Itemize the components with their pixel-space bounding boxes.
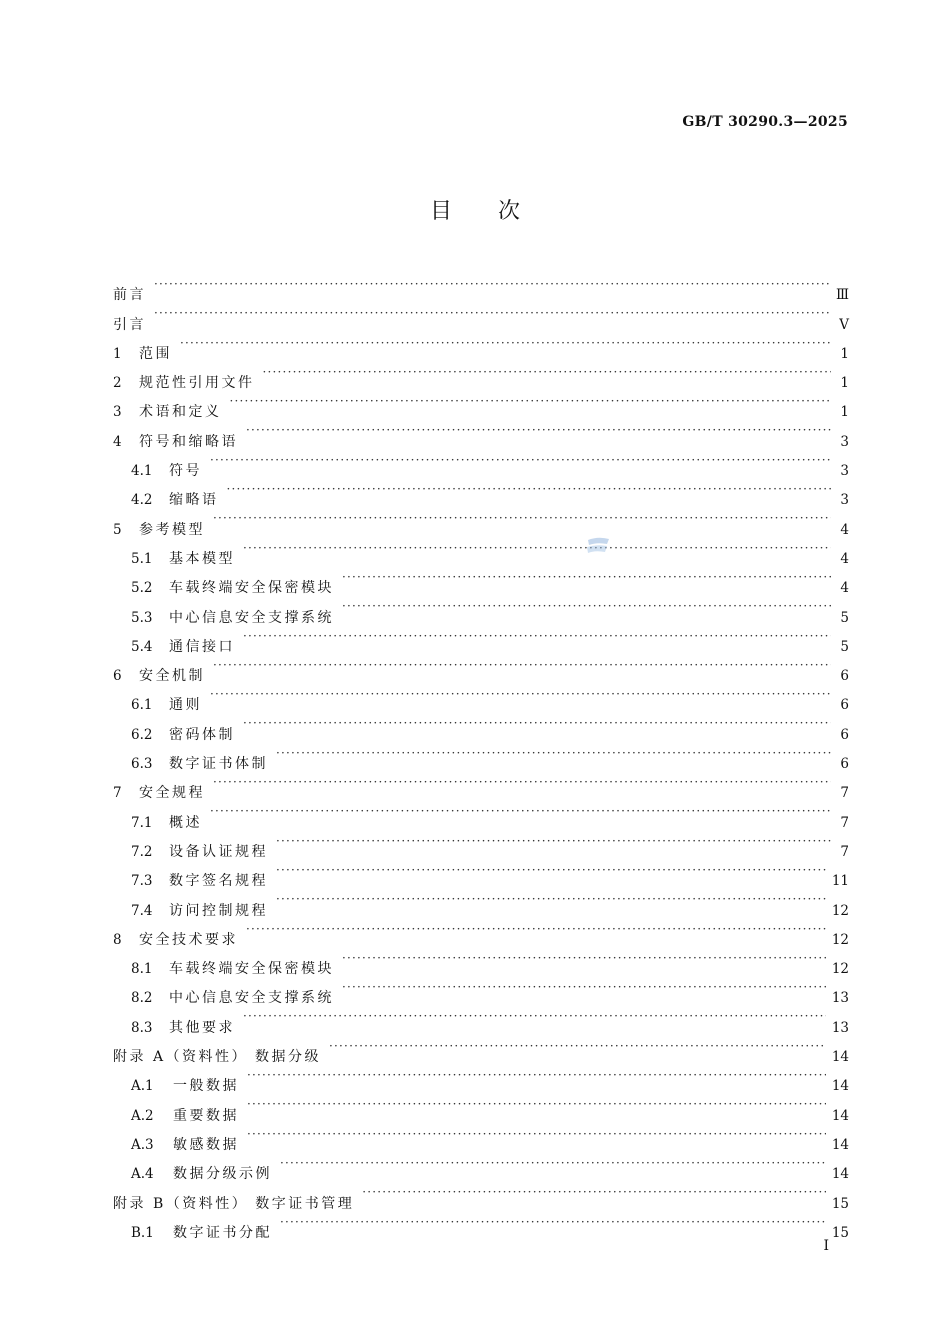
toc-entry-page: 5 [840, 638, 849, 655]
toc-entry-page: 14 [831, 1078, 849, 1095]
toc-entry[interactable] [113, 797, 849, 831]
toc-entry-page: 11 [831, 873, 849, 890]
toc-entry-label: 车载终端安全保密模块 [169, 961, 334, 978]
dot-leader [342, 973, 826, 1002]
toc-entry-number: 5.4 [131, 638, 153, 655]
toc-entry[interactable] [113, 709, 849, 743]
toc-entry-number: 6.2 [131, 726, 153, 743]
toc-entry-page: 3 [840, 433, 849, 450]
toc-entry-page: 7 [840, 785, 849, 802]
page-number: Ⅰ [823, 1238, 829, 1254]
toc-entry-label: 重要数据 [173, 1107, 239, 1124]
toc-entry-label: 车载终端安全保密模块 [169, 580, 334, 597]
dot-leader [247, 1061, 826, 1090]
dot-leader [154, 270, 830, 299]
toc-entry-label: 一般数据 [173, 1078, 239, 1095]
document-code: GB/T 30290.3—2025 [682, 114, 848, 130]
dot-leader [154, 299, 831, 328]
toc-entry-label: 其他要求 [169, 1019, 235, 1036]
toc-entry-page: 4 [840, 580, 849, 597]
toc-entry-label: 基本模型 [169, 550, 235, 567]
toc-entry-number: 7.2 [131, 843, 153, 860]
dot-leader [280, 1208, 826, 1237]
toc-entry-number: 8 [113, 931, 122, 948]
dot-leader [280, 1149, 826, 1178]
toc-entry-number: 1 [113, 345, 122, 362]
toc-entry-label: 规范性引用文件 [139, 375, 255, 392]
toc-entry-number: A.4 [131, 1166, 154, 1183]
dot-leader [342, 944, 826, 973]
toc-entry-page: 3 [840, 463, 849, 480]
toc-entry-page: 6 [840, 697, 849, 714]
toc-entry-label: 访问控制规程 [169, 902, 268, 919]
toc-entry-label: 数字证书体制 [169, 756, 268, 773]
toc-entry-label: 设备认证规程 [169, 843, 268, 860]
dot-leader [210, 797, 831, 826]
toc-entry-number: 6.3 [131, 756, 153, 773]
dot-leader [210, 680, 831, 709]
toc-entry-label: 敏感数据 [173, 1136, 239, 1153]
toc-entry-number: 4.1 [131, 463, 153, 480]
toc-entry-page: 13 [831, 990, 849, 1007]
watermark-logo-icon [585, 536, 611, 556]
toc-entry-label: 安全机制 [139, 668, 205, 685]
dot-leader [362, 1178, 826, 1207]
toc-entry-page: 7 [840, 843, 849, 860]
toc-entry-number: A.2 [131, 1107, 154, 1124]
toc-entry-page: 14 [831, 1166, 849, 1183]
toc-entry-page: 5 [840, 609, 849, 626]
toc-entry-number: 6 [113, 668, 122, 685]
toc-entry-page: 12 [831, 961, 849, 978]
toc-entry-page: 7 [840, 814, 849, 831]
toc-entry-page: 12 [831, 902, 849, 919]
toc-entry-label: 术语和定义 [139, 404, 222, 421]
dot-leader [213, 768, 831, 797]
toc-entry[interactable] [113, 446, 849, 480]
toc-entry-number: 6.1 [131, 697, 153, 714]
toc-entry-page: 14 [831, 1107, 849, 1124]
toc-entry-page: 14 [831, 1136, 849, 1153]
toc-entry-number: 3 [113, 404, 122, 421]
toc-entry-number: 5.1 [131, 550, 153, 567]
toc-entry-page: 13 [831, 1019, 849, 1036]
dot-leader [243, 622, 831, 651]
dot-leader [329, 1032, 826, 1061]
toc-entry-page: 1 [840, 345, 849, 362]
toc-entry[interactable] [113, 475, 849, 509]
toc-entry-number: 5.3 [131, 609, 153, 626]
toc-entry-label: 中心信息安全支撑系统 [169, 990, 334, 1007]
dot-leader [263, 358, 832, 387]
dot-leader [213, 651, 831, 680]
toc-entry-label: 缩略语 [169, 492, 219, 509]
toc-entry-label: 范围 [139, 345, 172, 362]
toc-entry-number: A.1 [131, 1078, 154, 1095]
dot-leader [276, 827, 831, 856]
toc-entry-label: 附录 A（资料性） 数据分级 [113, 1049, 322, 1066]
dot-leader [180, 329, 831, 358]
toc-entry[interactable] [113, 270, 849, 304]
toc-entry[interactable] [113, 358, 849, 392]
toc-entry-label: 中心信息安全支撑系统 [169, 609, 334, 626]
toc-entry-number: 7.4 [131, 902, 153, 919]
toc-entry-number: 7 [113, 785, 122, 802]
dot-leader [246, 915, 826, 944]
toc-entry[interactable] [113, 768, 849, 802]
toc-entry[interactable] [113, 299, 849, 333]
toc-entry-page: 4 [840, 521, 849, 538]
toc-entry-number: 7.1 [131, 814, 153, 831]
toc-entry-page: 6 [840, 726, 849, 743]
dot-leader [276, 739, 831, 768]
table-of-contents [113, 270, 849, 1241]
toc-entry-number: 8.3 [131, 1019, 153, 1036]
toc-entry-label: 通信接口 [169, 638, 235, 655]
toc-entry-label: 数据分级示例 [173, 1166, 272, 1183]
toc-entry-label: 安全技术要求 [139, 931, 238, 948]
toc-entry-page: 6 [840, 756, 849, 773]
toc-entry-label: 参考模型 [139, 521, 205, 538]
dot-leader [276, 885, 826, 914]
toc-entry-page: 14 [831, 1049, 849, 1066]
toc-entry-number: 4.2 [131, 492, 153, 509]
toc-entry-label: 概述 [169, 814, 202, 831]
toc-entry-number: 8.2 [131, 990, 153, 1007]
dot-leader [210, 446, 831, 475]
toc-entry-label: 通则 [169, 697, 202, 714]
dot-leader [246, 416, 831, 445]
toc-entry-number: 2 [113, 375, 122, 392]
dot-leader [276, 856, 826, 885]
dot-leader [247, 1090, 826, 1119]
toc-entry-label: 附录 B（资料性） 数字证书管理 [113, 1195, 355, 1212]
toc-entry-page: 15 [831, 1224, 849, 1241]
toc-entry-number: 7.3 [131, 873, 153, 890]
toc-entry-label: 符号 [169, 463, 202, 480]
dot-leader [342, 592, 831, 621]
toc-entry[interactable] [113, 827, 849, 860]
dot-leader [243, 1002, 826, 1031]
toc-entry-page: Ⅲ [835, 287, 849, 304]
toc-entry-number: B.1 [131, 1224, 154, 1241]
dot-leader [247, 1120, 826, 1149]
toc-entry-number: 4 [113, 433, 122, 450]
dot-leader [342, 563, 831, 592]
toc-entry[interactable] [113, 416, 849, 450]
toc-entry[interactable] [113, 534, 849, 567]
toc-entry-number: 5 [113, 521, 122, 538]
toc-entry-page: 6 [840, 668, 849, 685]
dot-leader [243, 709, 831, 738]
toc-entry-number: 5.2 [131, 580, 153, 597]
toc-entry[interactable] [113, 329, 849, 362]
toc-entry-label: 前言 [113, 287, 146, 304]
toc-entry[interactable] [113, 504, 849, 538]
toc-entry-page: 3 [840, 492, 849, 509]
toc-entry-label: 数字证书分配 [173, 1224, 272, 1241]
toc-entry-page: 1 [840, 404, 849, 421]
toc-entry-page: 15 [831, 1195, 849, 1212]
toc-entry-number: 8.1 [131, 961, 153, 978]
dot-leader [243, 534, 831, 563]
page-title: 目次 [429, 199, 566, 224]
dot-leader [213, 504, 831, 533]
toc-entry-label: 数字签名规程 [169, 873, 268, 890]
dot-leader [227, 475, 832, 504]
dot-leader [230, 387, 832, 416]
toc-entry-page: Ⅴ [839, 316, 849, 333]
toc-entry-label: 引言 [113, 316, 146, 333]
toc-entry-page: 12 [831, 931, 849, 948]
toc-entry-label: 符号和缩略语 [139, 433, 238, 450]
toc-entry[interactable] [113, 651, 849, 685]
toc-entry[interactable] [113, 680, 849, 714]
toc-entry-number: A.3 [131, 1136, 154, 1153]
toc-entry-page: 4 [840, 550, 849, 567]
toc-entry-label: 安全规程 [139, 785, 205, 802]
toc-entry-label: 密码体制 [169, 726, 235, 743]
toc-entry-page: 1 [840, 375, 849, 392]
